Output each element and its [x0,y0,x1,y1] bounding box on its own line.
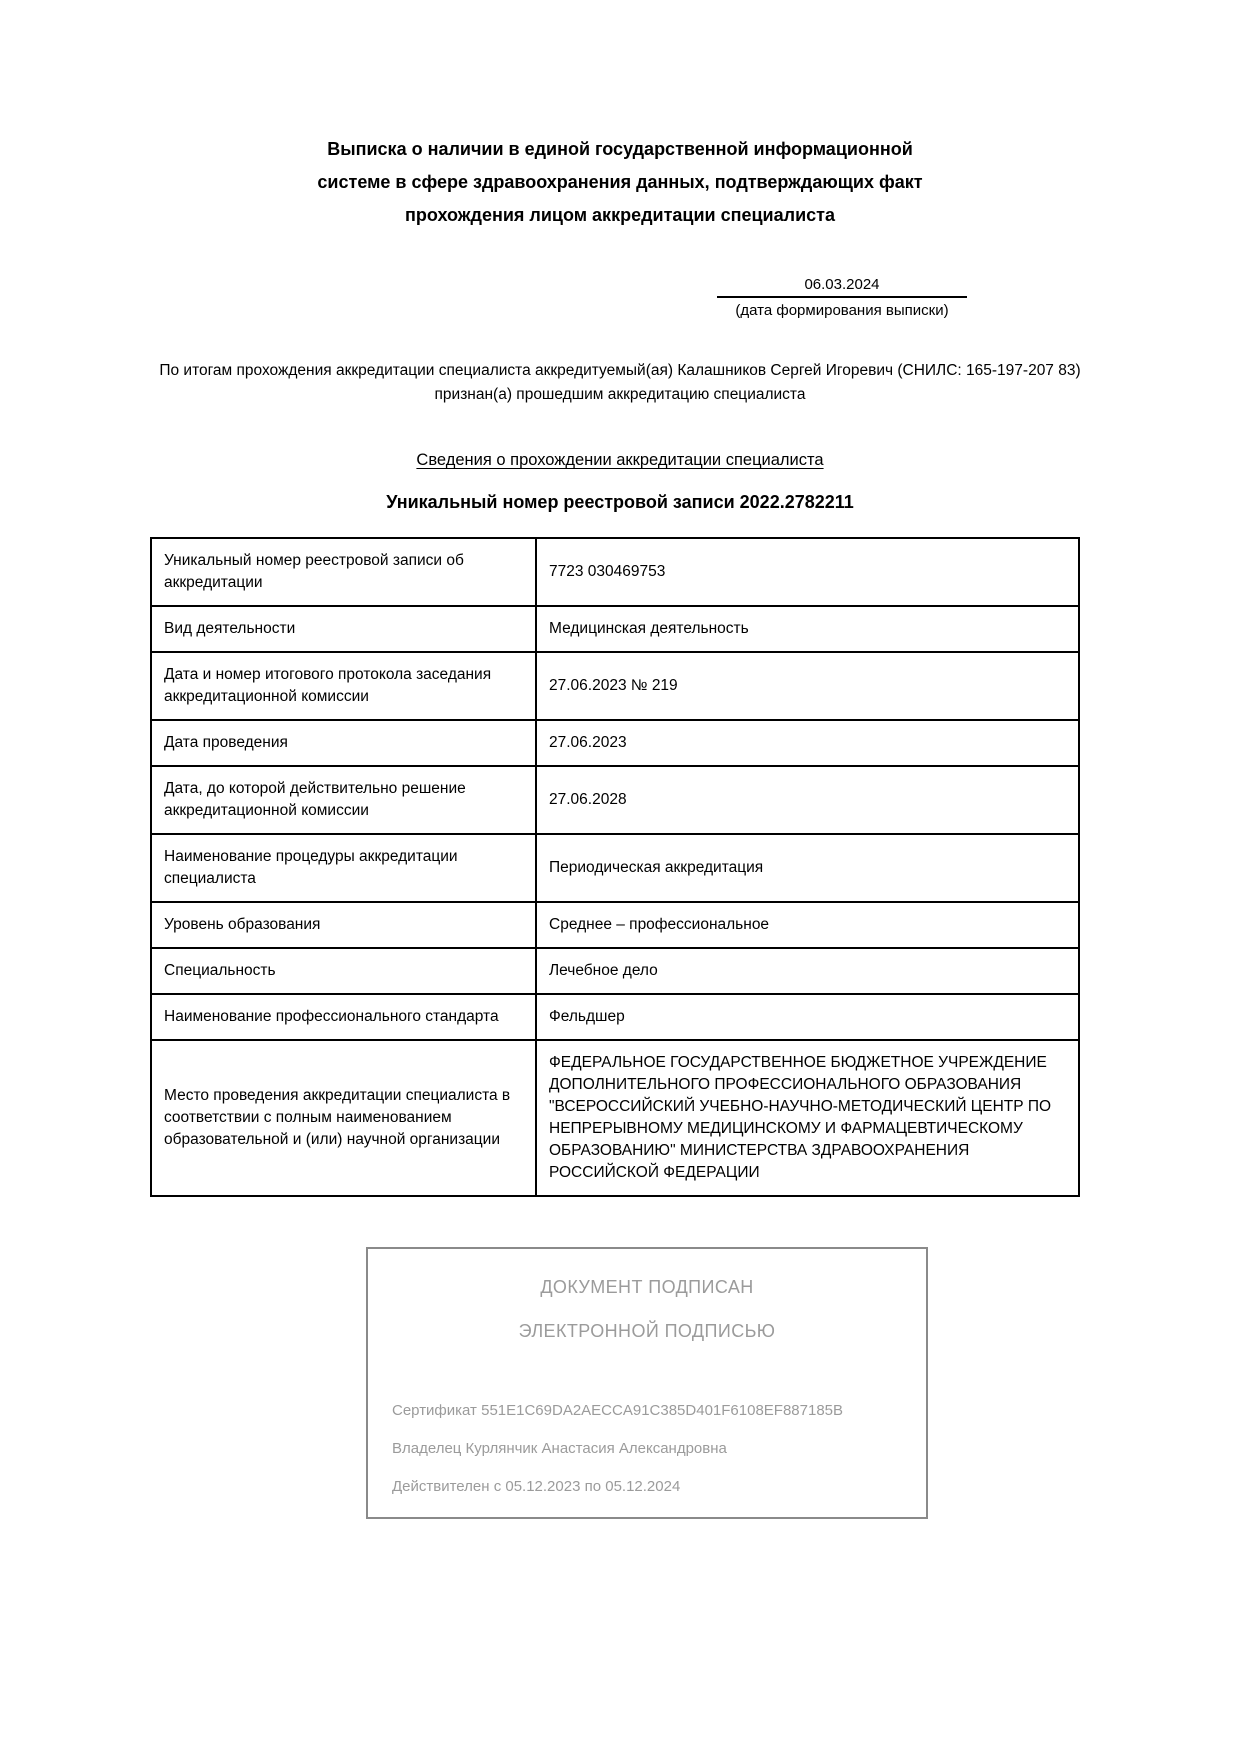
table-row [151,606,1079,652]
intro-line-1: По итогам прохождения аккредитации специалиста аккредитуемый(ая) Калашников Сергей Игоревич (СНИЛС: 165-197-207 83) [159,362,1081,379]
title-line-1: Выписка о наличии в единой государственной информационной [327,139,913,159]
row-value: 27.06.2023 № 219 [536,652,1079,720]
validity-line: Действителен с 05.12.2023 по 05.12.2024 [392,1478,681,1495]
page-title [133,133,1107,232]
row-label: Дата и номер итогового протокола заседания аккредитационной комиссии [151,652,536,720]
table-row [151,834,1079,902]
row-value: ФЕДЕРАЛЬНОЕ ГОСУДАРСТВЕННОЕ БЮДЖЕТНОЕ УЧРЕЖДЕНИЕ ДОПОЛНИТЕЛЬНОГО ПРОФЕССИОНАЛЬНОГО ОБРАЗОВАНИЯ "ВСЕРОССИЙСКИЙ УЧЕБНО-НАУЧНО-МЕТОДИЧЕСКИЙ ЦЕНТР ПО НЕПРЕРЫВНОМУ МЕДИЦИНСКОМУ И ФАРМАЦЕВТИЧЕСКОМУ ОБРАЗОВАНИЮ" МИНИСТЕРСТВА ЗДРАВООХРАНЕНИЯ РОССИЙСКОЙ ФЕДЕРАЦИИ [536,1040,1079,1196]
row-value: Периодическая аккредитация [536,834,1079,902]
signature-details [392,1402,902,1495]
row-value: Лечебное дело [536,948,1079,994]
row-label: Дата проведения [151,720,536,766]
registry-number-heading: Уникальный номер реестровой записи 2022.2782211 [386,492,854,512]
extract-date: 06.03.2024 [717,276,967,298]
row-label: Уровень образования [151,902,536,948]
accreditation-table-rows [151,538,1079,1196]
row-value: 27.06.2028 [536,766,1079,834]
row-label: Специальность [151,948,536,994]
title-line-3: прохождения лицом аккредитации специалиста [405,205,835,225]
section-heading: Сведения о прохождении аккредитации специалиста [416,451,824,469]
accreditation-table [150,537,1080,1197]
row-label: Наименование профессионального стандарта [151,994,536,1040]
owner-line: Владелец Курлянчик Анастасия Александровна [392,1440,727,1457]
intro-line-2: признан(а) прошедшим аккредитацию специалиста [434,386,806,403]
signature-box [366,1247,928,1519]
row-value: Медицинская деятельность [536,606,1079,652]
row-value: Среднее – профессиональное [536,902,1079,948]
signature-status-line-2: ЭЛЕКТРОННОЙ ПОДПИСЬЮ [518,1321,776,1341]
row-value: 27.06.2023 [536,720,1079,766]
row-value: 7723 030469753 [536,538,1079,606]
row-label: Место проведения аккредитации специалиста в соответствии с полным наименованием образовательной и (или) научной организации [151,1040,536,1196]
row-label: Наименование процедуры аккредитации специалиста [151,834,536,902]
table-row [151,538,1079,606]
row-value: Фельдшер [536,994,1079,1040]
table-row [151,766,1079,834]
table-row [151,652,1079,720]
intro-paragraph [133,359,1107,407]
table-row [151,994,1079,1040]
signature-status-line-1: ДОКУМЕНТ ПОДПИСАН [540,1277,754,1297]
row-label: Вид деятельности [151,606,536,652]
title-line-2: системе в сфере здравоохранения данных, подтверждающих факт [317,172,923,192]
row-label: Дата, до которой действительно решение аккредитационной комиссии [151,766,536,834]
extract-date-caption: (дата формирования выписки) [735,302,949,319]
extract-date-block [717,276,967,319]
table-row [151,1040,1079,1196]
table-row [151,720,1079,766]
certificate-line: Сертификат 551E1C69DA2AECCA91C385D401F6108EF887185B [392,1402,844,1419]
table-row [151,948,1079,994]
table-row [151,902,1079,948]
row-label: Уникальный номер реестровой записи об аккредитации [151,538,536,606]
